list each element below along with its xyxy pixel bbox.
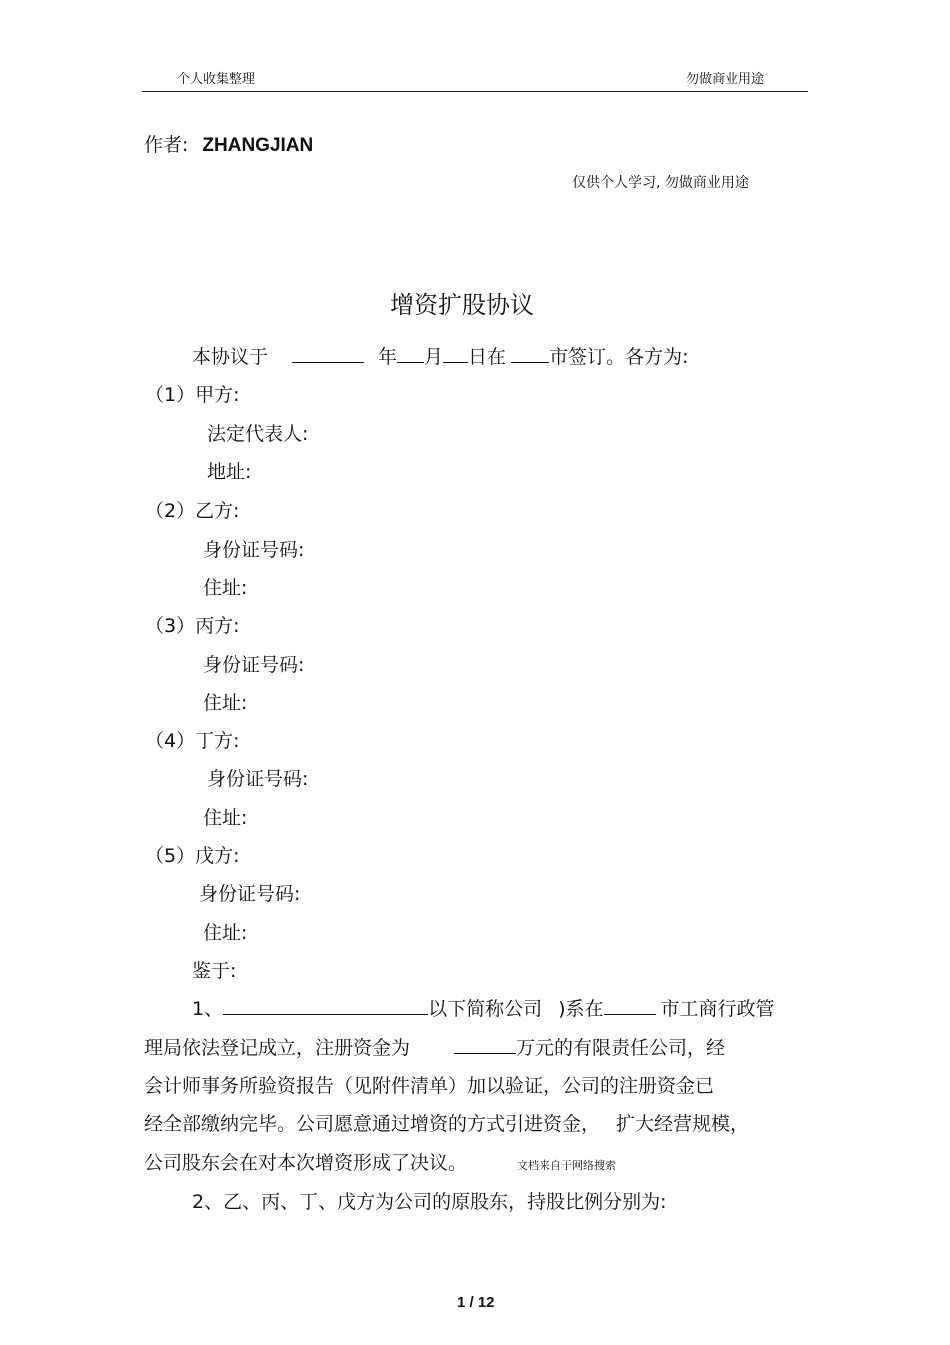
party-a-representative: 法定代表人: <box>207 423 309 445</box>
author-label: 作者: <box>144 134 189 156</box>
author-name: ZHANGJIAN <box>202 135 314 156</box>
party-b-id-number: 身份证号码: <box>203 539 305 561</box>
date-day-blank <box>443 344 468 363</box>
city-blank <box>511 344 549 363</box>
clause-1-line-5-text: 公司股东会在对本次增资形成了决议。 <box>144 1152 468 1174</box>
clause-2: 2、乙、丙、丁、戊方为公司的原股东，持股比例分别为: <box>192 1191 667 1213</box>
date-year-blank <box>292 344 364 363</box>
page-number: 1 / 12 <box>457 1294 495 1311</box>
clause-1-line-4-b: 扩大经营规模， <box>616 1113 750 1135</box>
clause-1-line-4 <box>144 1109 749 1136</box>
party-a-address: 地址: <box>207 461 252 483</box>
capital-amount-blank <box>454 1035 516 1054</box>
intro-text-5: 市签订。各方为: <box>549 346 689 368</box>
registration-city-blank <box>604 996 656 1015</box>
clause-1-line-2-a: 理局依法登记成立，注册资金为 <box>144 1037 411 1059</box>
intro-text-2: 年 <box>378 346 398 368</box>
clause-1-text-a: 以下简称公司 <box>428 998 543 1020</box>
intro-text-1: 本协议于 <box>192 346 269 368</box>
whereas-heading: 鉴于: <box>192 960 237 982</box>
party-c-address: 住址: <box>203 692 248 714</box>
clause-1-line-1 <box>192 994 775 1021</box>
clause-1-line-3: 会计师事务所验资报告（见附件清单）加以验证，公司的注册资金已 <box>144 1075 715 1097</box>
clause-1-line-2-b: 万元的有限责任公司，经 <box>516 1037 726 1059</box>
clause-1-text-b: )系在 <box>558 998 604 1020</box>
header-right: 勿做商业用途 <box>686 72 765 87</box>
clause-1-number: 1、 <box>192 998 224 1020</box>
party-c-label: （3）丙方: <box>145 615 240 637</box>
usage-note: 仅供个人学习, 勿做商业用途 <box>572 175 749 191</box>
author-line <box>144 130 313 157</box>
intro-line <box>192 342 688 369</box>
document-title: 增资扩股协议 <box>390 291 534 319</box>
clause-1-line-5 <box>144 1148 616 1175</box>
header-divider <box>142 91 808 92</box>
party-c-id-number: 身份证号码: <box>203 654 305 676</box>
party-d-address: 住址: <box>203 807 248 829</box>
date-month-blank <box>397 344 424 363</box>
source-note: 文档来自于网络搜索 <box>517 1159 617 1172</box>
header-left: 个人收集整理 <box>177 72 256 87</box>
intro-text-4: 日在 <box>468 346 507 368</box>
clause-1-line-4-a: 经全部缴纳完毕。公司愿意通过增资的方式引进资金， <box>144 1113 601 1135</box>
clause-1-line-2 <box>144 1033 725 1060</box>
party-e-address: 住址: <box>203 922 248 944</box>
party-d-id-number: 身份证号码: <box>207 768 309 790</box>
party-b-label: （2）乙方: <box>145 500 240 522</box>
party-a-label: （1）甲方: <box>145 384 240 406</box>
party-e-label: （5）戊方: <box>145 845 240 867</box>
party-b-address: 住址: <box>203 577 248 599</box>
company-name-blank <box>223 996 428 1015</box>
party-e-id-number: 身份证号码: <box>199 883 301 905</box>
clause-1-text-c: 市工商行政管 <box>660 998 775 1020</box>
party-d-label: （4）丁方: <box>145 730 240 752</box>
intro-text-3: 月 <box>424 346 444 368</box>
